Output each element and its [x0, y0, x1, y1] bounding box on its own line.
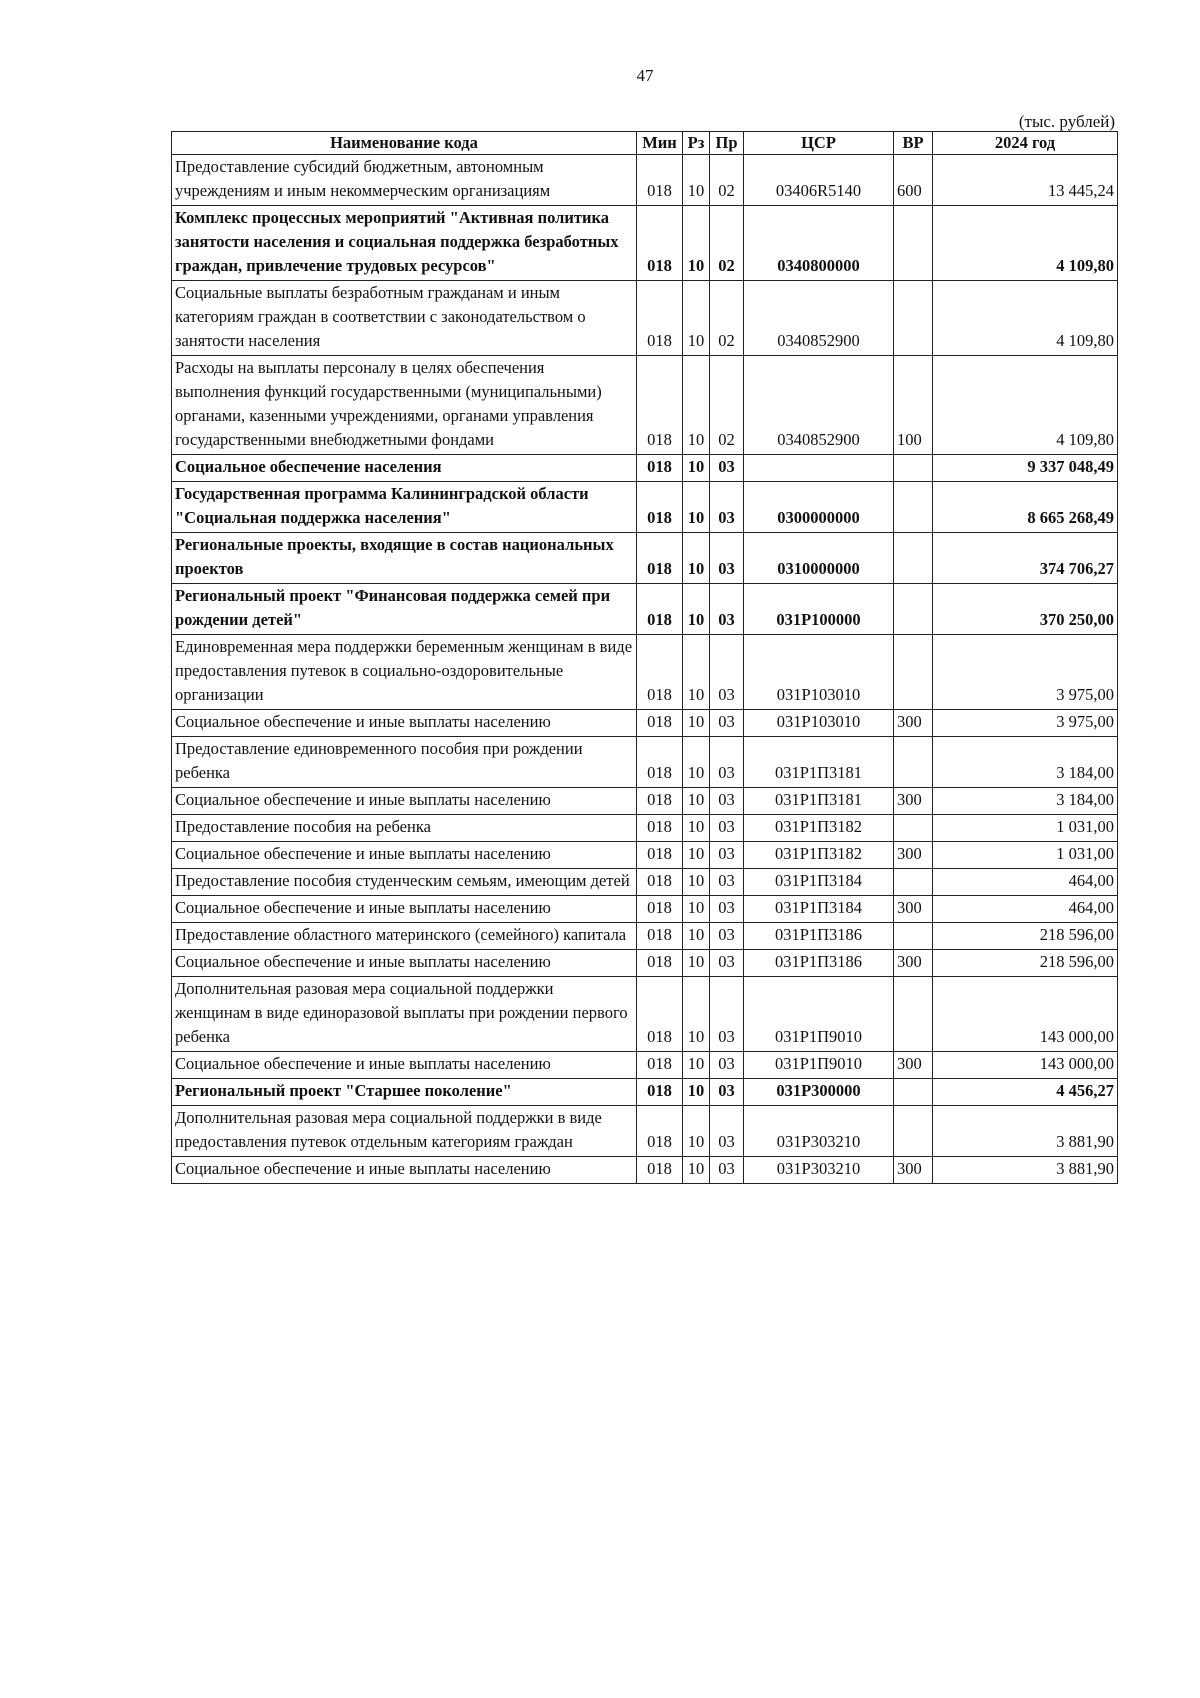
table-row — [172, 533, 1118, 584]
cell-amount: 1 031,00 — [933, 815, 1118, 842]
cell-rz: 10 — [683, 356, 710, 455]
cell-name: Государственная программа Калининградской области "Социальная поддержка населения" — [172, 482, 637, 533]
cell-rz: 10 — [683, 842, 710, 869]
cell-pr: 03 — [710, 815, 744, 842]
cell-csr: 031P1П3186 — [744, 923, 894, 950]
cell-vr: 100 — [894, 356, 933, 455]
cell-vr — [894, 737, 933, 788]
table-row — [172, 1052, 1118, 1079]
table-row — [172, 869, 1118, 896]
cell-amount: 218 596,00 — [933, 923, 1118, 950]
table-body — [172, 155, 1118, 1184]
cell-name: Региональный проект "Финансовая поддержка семей при рождении детей" — [172, 584, 637, 635]
cell-rz: 10 — [683, 788, 710, 815]
cell-csr: 031P1П3181 — [744, 737, 894, 788]
cell-vr — [894, 1106, 933, 1157]
cell-rz: 10 — [683, 533, 710, 584]
table-row — [172, 710, 1118, 737]
cell-min: 018 — [637, 1079, 683, 1106]
cell-name: Предоставление субсидий бюджетным, автономным учреждениям и иным некоммерческим организациям — [172, 155, 637, 206]
cell-csr: 031P1П3182 — [744, 815, 894, 842]
cell-pr: 02 — [710, 206, 744, 281]
table-row — [172, 1106, 1118, 1157]
cell-rz: 10 — [683, 1157, 710, 1184]
cell-min: 018 — [637, 1052, 683, 1079]
cell-min: 018 — [637, 896, 683, 923]
cell-name: Социальное обеспечение населения — [172, 455, 637, 482]
cell-min: 018 — [637, 815, 683, 842]
cell-amount: 143 000,00 — [933, 977, 1118, 1052]
cell-vr: 300 — [894, 950, 933, 977]
cell-vr — [894, 815, 933, 842]
cell-min: 018 — [637, 1157, 683, 1184]
cell-amount: 218 596,00 — [933, 950, 1118, 977]
cell-csr: 031P1П3184 — [744, 869, 894, 896]
table-row — [172, 584, 1118, 635]
cell-name: Социальное обеспечение и иные выплаты населению — [172, 710, 637, 737]
cell-rz: 10 — [683, 815, 710, 842]
cell-name: Социальное обеспечение и иные выплаты населению — [172, 842, 637, 869]
table-row — [172, 206, 1118, 281]
cell-vr — [894, 635, 933, 710]
column-header-rz: Рз — [683, 132, 710, 155]
cell-pr: 03 — [710, 977, 744, 1052]
budget-table — [171, 131, 1118, 1184]
cell-vr — [894, 455, 933, 482]
cell-csr: 031P100000 — [744, 584, 894, 635]
cell-vr: 300 — [894, 788, 933, 815]
cell-pr: 02 — [710, 281, 744, 356]
cell-rz: 10 — [683, 950, 710, 977]
cell-vr — [894, 206, 933, 281]
cell-csr: 031P1П3181 — [744, 788, 894, 815]
cell-amount: 143 000,00 — [933, 1052, 1118, 1079]
cell-rz: 10 — [683, 482, 710, 533]
cell-amount: 3 184,00 — [933, 737, 1118, 788]
cell-min: 018 — [637, 710, 683, 737]
table-row — [172, 281, 1118, 356]
cell-vr — [894, 923, 933, 950]
cell-vr: 300 — [894, 1157, 933, 1184]
cell-amount: 9 337 048,49 — [933, 455, 1118, 482]
cell-csr: 031P1П3186 — [744, 950, 894, 977]
cell-amount: 1 031,00 — [933, 842, 1118, 869]
cell-amount: 464,00 — [933, 869, 1118, 896]
column-header-name: Наименование кода — [172, 132, 637, 155]
cell-name: Социальное обеспечение и иные выплаты населению — [172, 1157, 637, 1184]
cell-min: 018 — [637, 482, 683, 533]
cell-min: 018 — [637, 869, 683, 896]
column-header-amount: 2024 год — [933, 132, 1118, 155]
cell-min: 018 — [637, 635, 683, 710]
cell-pr: 03 — [710, 1157, 744, 1184]
table-row — [172, 1157, 1118, 1184]
cell-rz: 10 — [683, 1052, 710, 1079]
cell-rz: 10 — [683, 923, 710, 950]
cell-csr: 031P303210 — [744, 1157, 894, 1184]
cell-csr: 0340852900 — [744, 281, 894, 356]
table-row — [172, 635, 1118, 710]
cell-vr: 600 — [894, 155, 933, 206]
cell-csr: 0310000000 — [744, 533, 894, 584]
table-row — [172, 1079, 1118, 1106]
table-row — [172, 737, 1118, 788]
cell-name: Предоставление единовременного пособия при рождении ребенка — [172, 737, 637, 788]
cell-amount: 374 706,27 — [933, 533, 1118, 584]
cell-csr: 0340800000 — [744, 206, 894, 281]
cell-rz: 10 — [683, 635, 710, 710]
table-row — [172, 896, 1118, 923]
cell-vr: 300 — [894, 842, 933, 869]
cell-pr: 02 — [710, 155, 744, 206]
cell-min: 018 — [637, 788, 683, 815]
cell-vr — [894, 584, 933, 635]
cell-name: Социальное обеспечение и иные выплаты населению — [172, 788, 637, 815]
cell-pr: 03 — [710, 584, 744, 635]
cell-min: 018 — [637, 584, 683, 635]
cell-csr — [744, 455, 894, 482]
cell-rz: 10 — [683, 869, 710, 896]
cell-vr — [894, 977, 933, 1052]
cell-name: Региональные проекты, входящие в состав национальных проектов — [172, 533, 637, 584]
cell-amount: 3 881,90 — [933, 1106, 1118, 1157]
cell-rz: 10 — [683, 206, 710, 281]
cell-vr — [894, 281, 933, 356]
cell-amount: 8 665 268,49 — [933, 482, 1118, 533]
cell-min: 018 — [637, 281, 683, 356]
cell-rz: 10 — [683, 1079, 710, 1106]
cell-name: Предоставление пособия студенческим семьям, имеющим детей — [172, 869, 637, 896]
cell-csr: 03406R5140 — [744, 155, 894, 206]
cell-name: Социальное обеспечение и иные выплаты населению — [172, 1052, 637, 1079]
cell-name: Региональный проект "Старшее поколение" — [172, 1079, 637, 1106]
cell-pr: 03 — [710, 788, 744, 815]
cell-name: Социальные выплаты безработным гражданам и иным категориям граждан в соответствии с законодательством о занятости населения — [172, 281, 637, 356]
cell-name: Социальное обеспечение и иные выплаты населению — [172, 950, 637, 977]
cell-pr: 03 — [710, 635, 744, 710]
cell-name: Предоставление областного материнского (семейного) капитала — [172, 923, 637, 950]
cell-pr: 03 — [710, 533, 744, 584]
table-row — [172, 977, 1118, 1052]
cell-pr: 03 — [710, 482, 744, 533]
cell-csr: 031P103010 — [744, 710, 894, 737]
cell-pr: 03 — [710, 869, 744, 896]
table-row — [172, 155, 1118, 206]
cell-rz: 10 — [683, 977, 710, 1052]
cell-amount: 3 184,00 — [933, 788, 1118, 815]
cell-min: 018 — [637, 533, 683, 584]
cell-min: 018 — [637, 977, 683, 1052]
cell-name: Дополнительная разовая мера социальной поддержки женщинам в виде единоразовой выплаты при рождении первого ребенка — [172, 977, 637, 1052]
cell-name: Комплекс процессных мероприятий "Активная политика занятости населения и социальная поддержка безработных граждан, привлечение трудовых ресурсов" — [172, 206, 637, 281]
units-label: (тыс. рублей) — [1018, 112, 1115, 131]
cell-pr: 03 — [710, 950, 744, 977]
cell-csr: 031P1П3184 — [744, 896, 894, 923]
cell-min: 018 — [637, 155, 683, 206]
cell-vr — [894, 533, 933, 584]
table-row — [172, 482, 1118, 533]
cell-csr: 031P300000 — [744, 1079, 894, 1106]
cell-rz: 10 — [683, 1106, 710, 1157]
cell-csr: 031P303210 — [744, 1106, 894, 1157]
cell-pr: 03 — [710, 842, 744, 869]
cell-vr — [894, 482, 933, 533]
cell-name: Единовременная мера поддержки беременным женщинам в виде предоставления путевок в социально-оздоровительные организации — [172, 635, 637, 710]
cell-amount: 4 109,80 — [933, 281, 1118, 356]
cell-vr: 300 — [894, 710, 933, 737]
cell-pr: 03 — [710, 923, 744, 950]
cell-min: 018 — [637, 842, 683, 869]
cell-rz: 10 — [683, 737, 710, 788]
cell-rz: 10 — [683, 710, 710, 737]
cell-amount: 4 456,27 — [933, 1079, 1118, 1106]
cell-amount: 4 109,80 — [933, 356, 1118, 455]
cell-pr: 03 — [710, 896, 744, 923]
cell-csr: 0300000000 — [744, 482, 894, 533]
cell-pr: 03 — [710, 1052, 744, 1079]
table-row — [172, 950, 1118, 977]
cell-min: 018 — [637, 1106, 683, 1157]
table-row — [172, 842, 1118, 869]
cell-name: Расходы на выплаты персоналу в целях обеспечения выполнения функций государственными (муниципальными) органами, казенными учреждениями, органами управления государственными внебюджетными фондами — [172, 356, 637, 455]
cell-vr — [894, 1079, 933, 1106]
cell-amount: 13 445,24 — [933, 155, 1118, 206]
cell-pr: 03 — [710, 710, 744, 737]
cell-rz: 10 — [683, 281, 710, 356]
cell-pr: 03 — [710, 737, 744, 788]
table-row — [172, 356, 1118, 455]
cell-vr — [894, 869, 933, 896]
cell-rz: 10 — [683, 896, 710, 923]
table-row — [172, 815, 1118, 842]
table-row — [172, 788, 1118, 815]
cell-pr: 03 — [710, 1106, 744, 1157]
cell-amount: 464,00 — [933, 896, 1118, 923]
cell-csr: 031P1П9010 — [744, 1052, 894, 1079]
cell-amount: 4 109,80 — [933, 206, 1118, 281]
page-number: 47 — [636, 66, 654, 85]
cell-rz: 10 — [683, 584, 710, 635]
cell-pr: 03 — [710, 1079, 744, 1106]
cell-min: 018 — [637, 206, 683, 281]
cell-min: 018 — [637, 356, 683, 455]
cell-min: 018 — [637, 737, 683, 788]
cell-min: 018 — [637, 950, 683, 977]
cell-amount: 3 975,00 — [933, 635, 1118, 710]
cell-csr: 031P103010 — [744, 635, 894, 710]
table-row — [172, 923, 1118, 950]
cell-csr: 031P1П3182 — [744, 842, 894, 869]
cell-csr: 031P1П9010 — [744, 977, 894, 1052]
cell-min: 018 — [637, 455, 683, 482]
cell-name: Дополнительная разовая мера социальной поддержки в виде предоставления путевок отдельным категориям граждан — [172, 1106, 637, 1157]
cell-rz: 10 — [683, 155, 710, 206]
cell-vr: 300 — [894, 896, 933, 923]
table-header-row — [172, 132, 1118, 155]
cell-name: Предоставление пособия на ребенка — [172, 815, 637, 842]
cell-pr: 02 — [710, 356, 744, 455]
cell-rz: 10 — [683, 455, 710, 482]
cell-vr: 300 — [894, 1052, 933, 1079]
column-header-csr: ЦСР — [744, 132, 894, 155]
table-row — [172, 455, 1118, 482]
cell-name: Социальное обеспечение и иные выплаты населению — [172, 896, 637, 923]
column-header-pr: Пр — [710, 132, 744, 155]
cell-min: 018 — [637, 923, 683, 950]
cell-amount: 370 250,00 — [933, 584, 1118, 635]
column-header-min: Мин — [637, 132, 683, 155]
cell-amount: 3 881,90 — [933, 1157, 1118, 1184]
cell-csr: 0340852900 — [744, 356, 894, 455]
column-header-vr: ВР — [894, 132, 933, 155]
cell-amount: 3 975,00 — [933, 710, 1118, 737]
cell-pr: 03 — [710, 455, 744, 482]
